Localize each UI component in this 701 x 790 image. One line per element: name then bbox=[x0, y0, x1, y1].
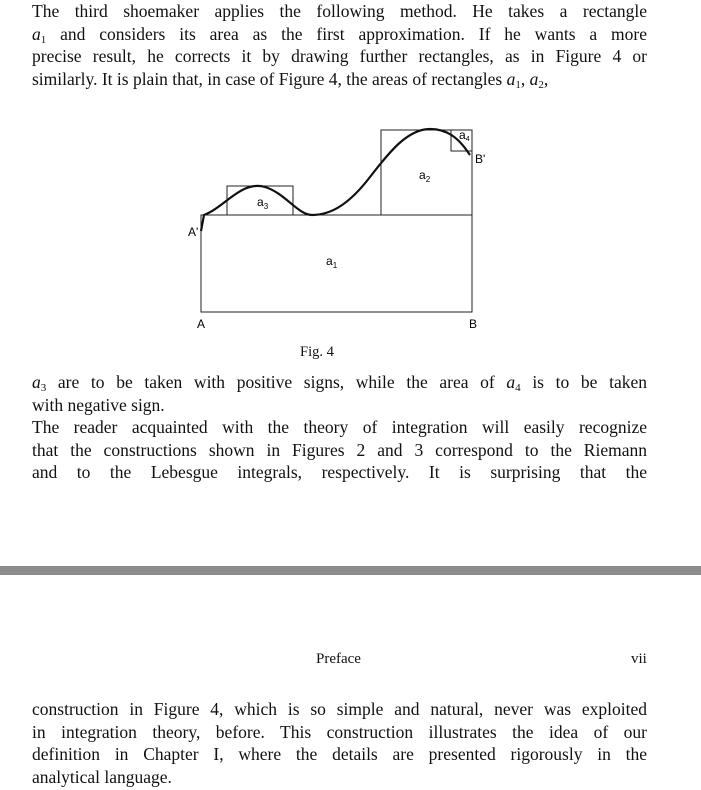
text-line bbox=[32, 371, 647, 394]
label-a4: a4 bbox=[459, 128, 470, 143]
text-line: construction in Figure 4, which is so simple and natural, never was exploited bbox=[32, 699, 647, 719]
text-line bbox=[32, 23, 647, 46]
text-fragment: , bbox=[543, 68, 549, 89]
text-fragment: is to be taken bbox=[520, 372, 647, 392]
page-divider bbox=[0, 566, 701, 575]
symbol-a: a bbox=[32, 23, 41, 44]
subscript: 1 bbox=[515, 78, 521, 91]
label-a2: $a_2$ bbox=[419, 168, 431, 184]
symbol-a: a bbox=[32, 372, 41, 392]
page-number: vii bbox=[631, 651, 647, 667]
figure-4 bbox=[180, 115, 500, 340]
text-line: and to the Lebesgue integrals, respectively. It is surprising that the bbox=[32, 462, 647, 482]
label-a-prime: A' bbox=[188, 225, 199, 239]
text-fragment: similarly. It is plain that, in case of Figure 4, the areas of rectangles bbox=[32, 68, 507, 89]
subscript: 2 bbox=[538, 78, 544, 91]
text-line: precise result, he corrects it by drawing further rectangles, as in Figure 4 or bbox=[32, 46, 647, 66]
symbol-a: a bbox=[506, 68, 516, 89]
subscript: 1 bbox=[40, 33, 47, 46]
text-fragment: , bbox=[520, 68, 530, 89]
text-fragment: and considers its area as the first approximation. If he wants a more bbox=[46, 23, 647, 44]
symbol-a: a bbox=[506, 372, 516, 392]
text-fragment: are to be taken with positive signs, while the area of bbox=[46, 372, 507, 392]
label-a1: $a_1$ bbox=[326, 254, 338, 270]
text-line: The third shoemaker applies the following method. He takes a rectangle bbox=[32, 1, 647, 21]
text-line: in integration theory, before. This construction illustrates the idea of our bbox=[32, 721, 647, 742]
label-b-prime: B' bbox=[475, 152, 486, 166]
symbol-a: a bbox=[529, 68, 539, 89]
subscript: 4 bbox=[515, 382, 521, 394]
rectangle-a2 bbox=[381, 130, 472, 215]
text-line: that the constructions shown in Figures 2 and 3 correspond to the Riemann bbox=[32, 439, 647, 460]
label-a3: $a_3$ bbox=[257, 195, 269, 211]
paragraph-intro bbox=[32, 0, 647, 90]
text-line: with negative sign. bbox=[32, 394, 165, 415]
text-line: The reader acquainted with the theory of integration will easily recognize bbox=[32, 417, 647, 437]
label-b: B bbox=[469, 317, 478, 331]
paragraph-construction bbox=[32, 698, 647, 788]
text-line: definition in Chapter I, where the details are presented rigorously in the bbox=[32, 744, 647, 764]
text-line bbox=[32, 68, 647, 91]
figure-caption: Fig. 4 bbox=[300, 344, 334, 360]
running-head: Preface bbox=[316, 651, 361, 667]
label-a: A bbox=[197, 317, 206, 331]
paragraph-signs bbox=[32, 371, 647, 484]
subscript: 3 bbox=[40, 382, 47, 394]
text-line: analytical language. bbox=[32, 766, 172, 787]
